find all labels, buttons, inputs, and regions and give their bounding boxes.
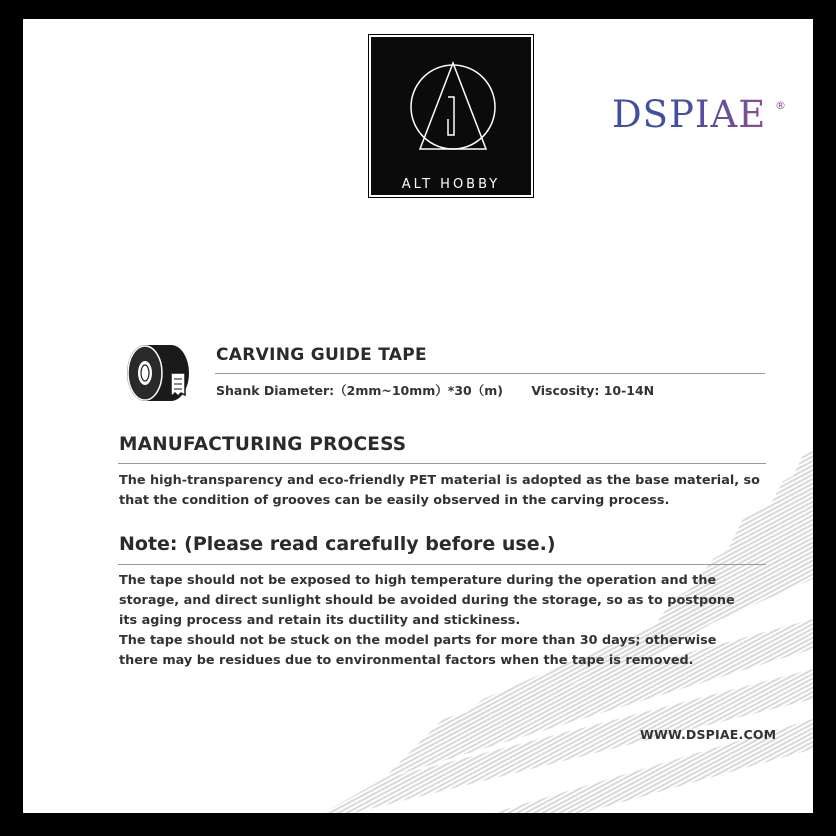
note-body (119, 571, 739, 671)
alt-hobby-wordmark: ALT HOBBY (401, 177, 501, 192)
alt-hobby-triangle-logo-icon (408, 57, 498, 161)
product-title: CARVING GUIDE TAPE (216, 345, 427, 365)
divider (118, 463, 766, 464)
divider (118, 564, 766, 565)
divider (215, 373, 765, 374)
note-heading: Note: (Please read carefully before use.) (119, 533, 556, 555)
product-specs (216, 381, 654, 399)
manufacturing-heading: MANUFACTURING PROCESS (119, 434, 407, 455)
registered-mark: ® (775, 99, 786, 112)
viscosity-spec: Viscosity: 10-14N (531, 383, 655, 398)
note-paragraph: The tape should not be exposed to high temperature during the operation and the storage, and direct sunlight should be avoided during the storage, so as to postpone its aging process and retain its ductility and stickiness. (119, 573, 735, 628)
dspiae-brand-logo: DSPIAE (612, 93, 767, 136)
alt-hobby-logo (369, 35, 533, 197)
tape-roll-icon (125, 337, 191, 409)
info-sheet (23, 19, 813, 813)
manufacturing-body: The high-transparency and eco-friendly PET material is adopted as the base material, so that the condition of grooves can be easily observed in the carving process. (119, 473, 760, 508)
shank-diameter-spec: Shank Diameter:（2mm~10mm）*30（m) (216, 383, 503, 398)
note-paragraph: The tape should not be stuck on the model parts for more than 30 days; otherwise there may be residues due to environmental factors when the tape is removed. (119, 633, 717, 668)
website-url: WWW.DSPIAE.COM (640, 727, 777, 742)
